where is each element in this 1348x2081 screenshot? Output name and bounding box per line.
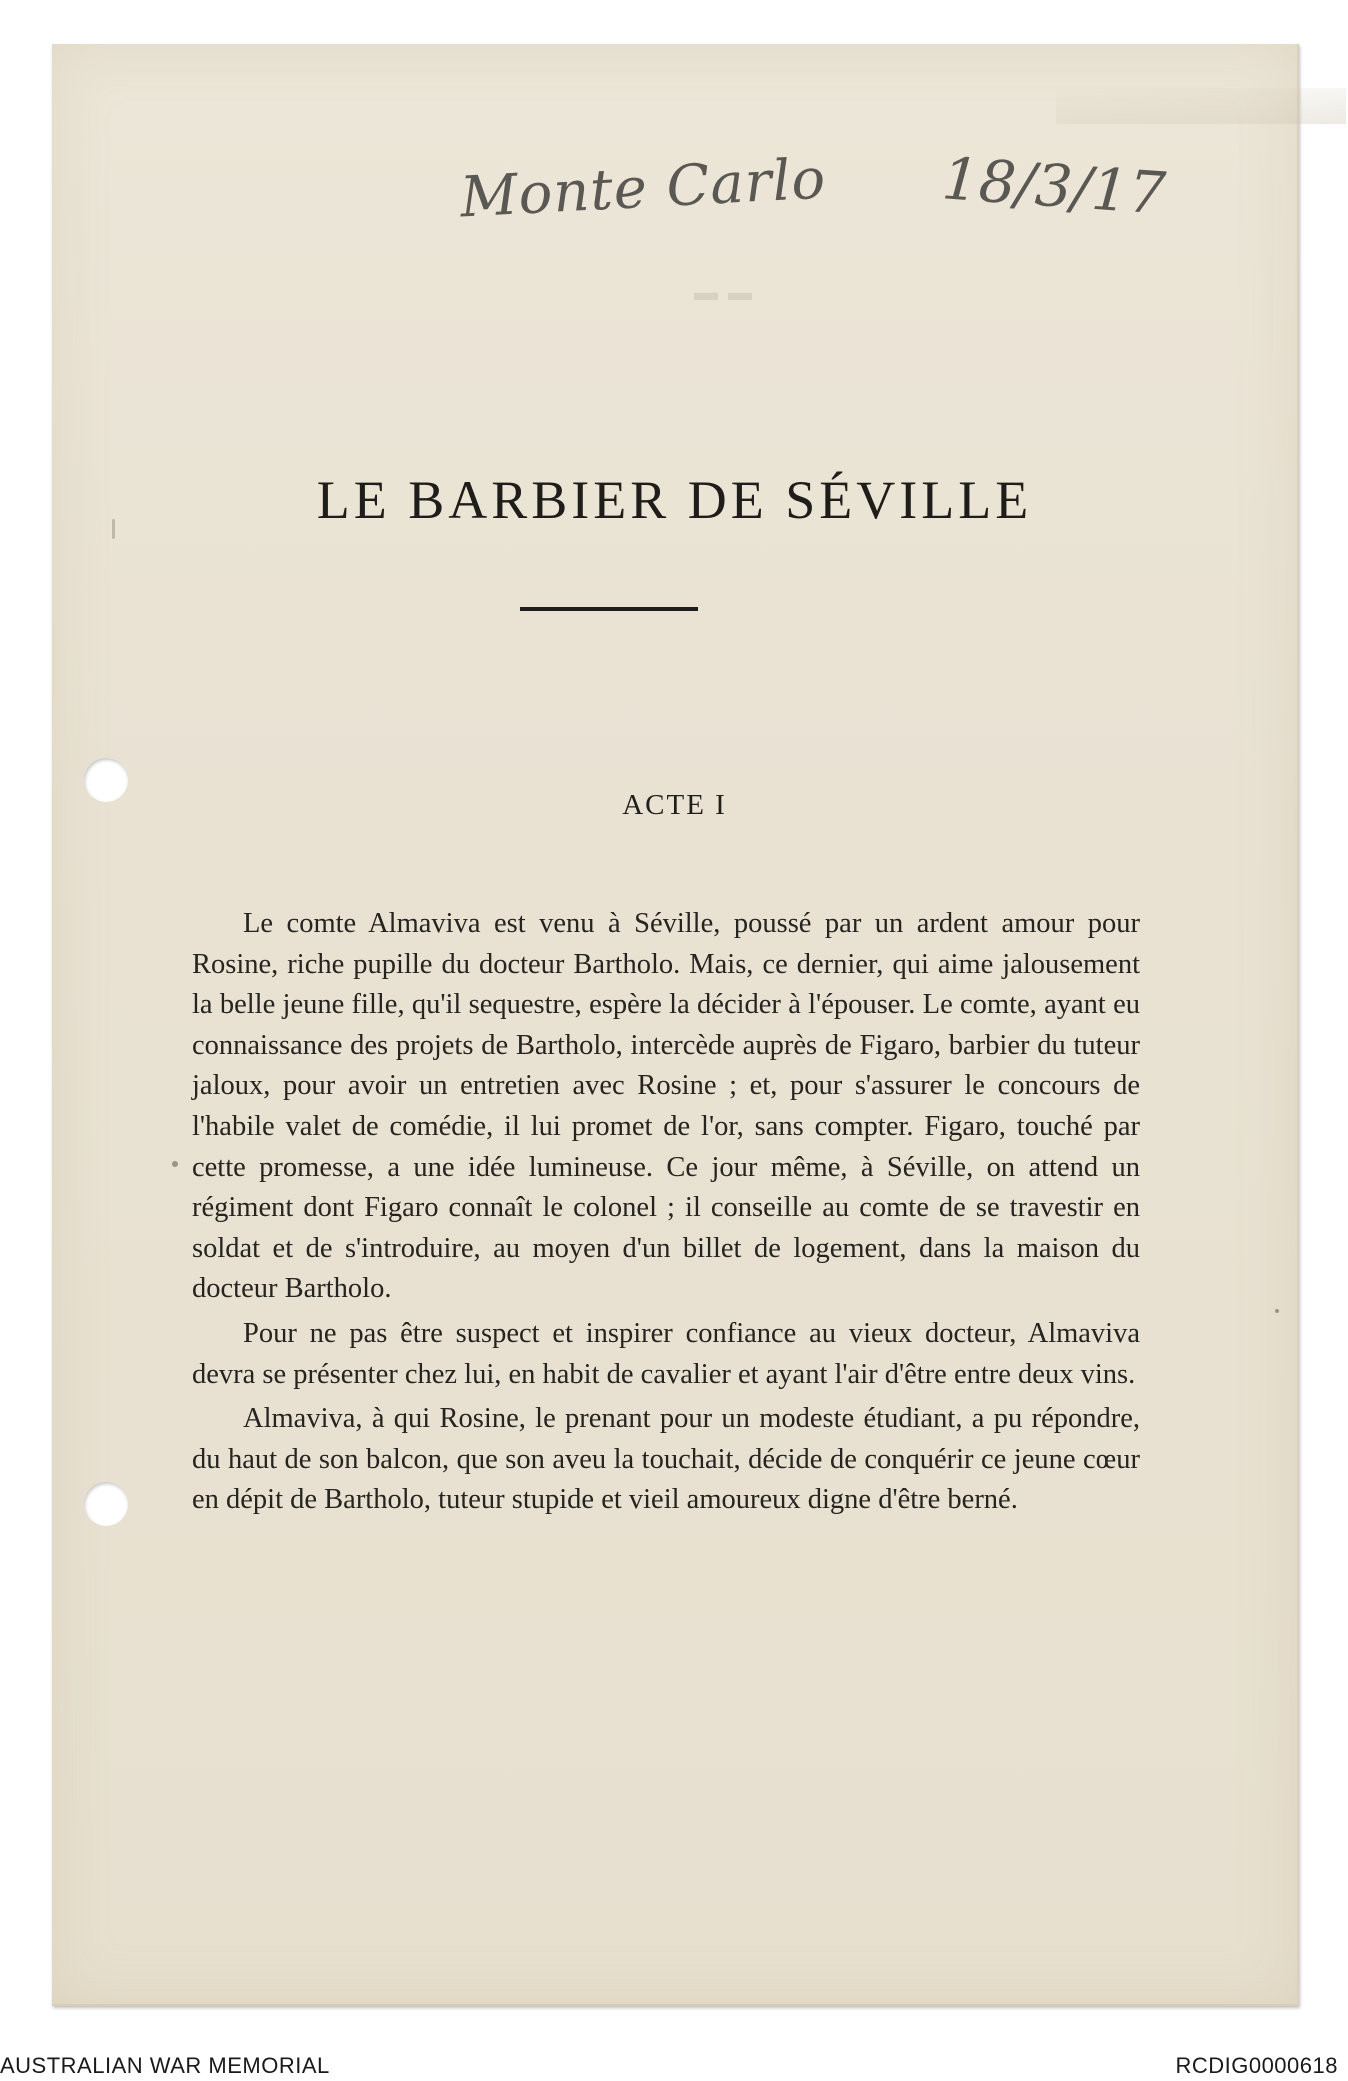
punch-hole [84, 758, 128, 802]
archive-footer [0, 2045, 1348, 2081]
bleed-through-heading: ▬ ▬ [692, 280, 752, 306]
paper-speck [112, 519, 115, 539]
title-divider [520, 607, 698, 611]
paragraph: Le comte Almaviva est venu à Séville, poussé par un ardent amour pour Rosine, riche pupille du docteur Bartholo. Mais, ce dernier, qui aime jalousement la belle jeune fille, qu'il sequestre, espère la décider à l'épouser. Le comte, ayant eu connaissance des projets de Bartholo, intercède auprès de Figaro, barbier du tuteur jaloux, pour avoir un entretien avec Rosine ; et, pour s'assurer le concours de l'habile valet de comédie, il lui promet de l'or, sans compter. Figaro, touché par cette promesse, a une idée lumineuse. Ce jour même, à Séville, on attend un régiment dont Figaro connaît le colonel ; il conseille au comte de se travestir en soldat et de s'introduire, au moyen d'un billet de logement, dans la maison du docteur Bartholo. [192, 908, 1140, 1305]
handwritten-location: Monte Carlo [458, 146, 828, 231]
paragraph: Almaviva, à qui Rosine, le prenant pour un modeste étudiant, a pu répondre, du haut de son balcon, que son aveu la touchait, décide de conquérir ce jeune cœur en dépit de Bartholo, tuteur stupide et vieil amoureux digne d'être berné. [192, 1403, 1140, 1516]
document-page [52, 44, 1299, 2006]
paper-speck [1275, 1309, 1279, 1313]
paper-speck [172, 1161, 178, 1167]
punch-hole [84, 1482, 128, 1526]
document-title: LE BARBIER DE SÉVILLE [316, 470, 1033, 530]
act-heading: ACTE I [622, 789, 727, 821]
paragraph: Pour ne pas être suspect et inspirer confiance au vieux docteur, Almaviva devra se présenter chez lui, en habit de cavalier et ayant l'air d'être entre deux vins. [192, 1317, 1140, 1390]
handwritten-date: 18/3/17 [939, 144, 1168, 228]
body-text [192, 904, 1140, 1525]
paper-tear [1056, 88, 1346, 124]
archive-reference-id: RCDIG0000618 [1175, 2053, 1338, 2078]
archive-credit: AUSTRALIAN WAR MEMORIAL [0, 2053, 330, 2078]
